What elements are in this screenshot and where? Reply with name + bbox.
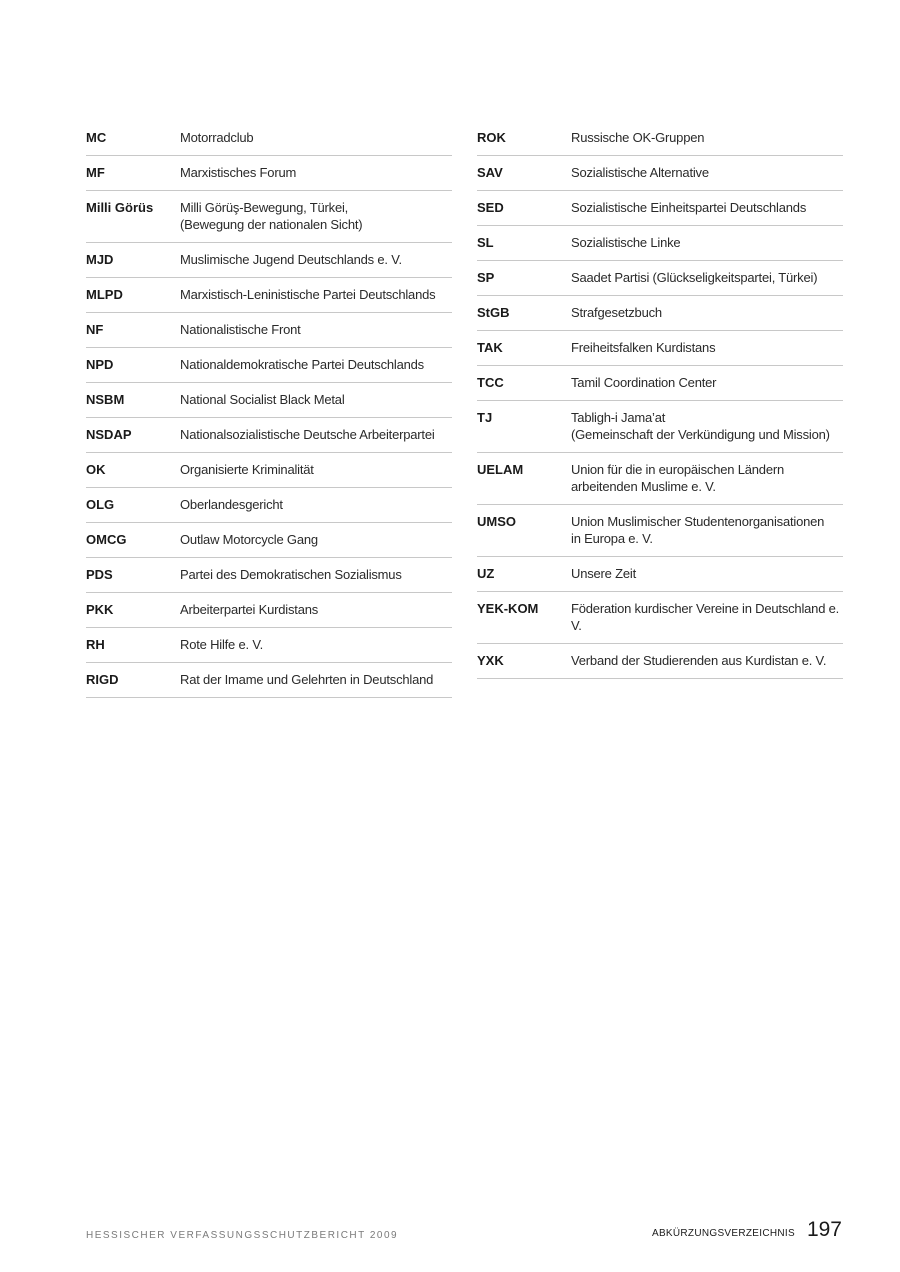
definition-line: Arbeiterpartei Kurdistans [180,602,319,617]
abbreviation-term: UZ [477,566,495,581]
abbreviation-entry [86,191,452,243]
abbreviation-term: TCC [477,375,504,390]
abbreviation-definition [180,601,452,618]
abbreviation-entry [477,557,843,592]
abbreviation-term: NSDAP [86,427,132,442]
definition-line: Organisierte Kriminalität [180,462,314,477]
abbreviation-definition [571,374,843,391]
abbreviation-entry [477,331,843,366]
abbreviation-definition [180,566,452,583]
abbreviation-term: SED [477,200,504,215]
abbreviation-definition [180,321,452,338]
abbreviation-entry [86,243,452,278]
abbreviation-entry [86,348,452,383]
abbreviation-entry [86,383,452,418]
abbreviation-definition [571,565,843,582]
abbreviation-definition [180,531,452,548]
definition-line: Sozialistische Einheitspartei Deutschlands [571,200,807,215]
abbreviation-entry [477,296,843,331]
definition-line: Union Muslimischer Studentenorganisationen [571,514,825,529]
abbreviation-entry [477,592,843,644]
abbreviation-definition [571,461,843,495]
definition-line: Union für die in europäischen Ländern [571,462,785,477]
definition-line: Freiheitsfalken Kurdistans [571,340,716,355]
definition-line: Russische OK-Gruppen [571,130,705,145]
abbreviation-term: UMSO [477,514,516,529]
definition-line: Sozialistische Alternative [571,165,709,180]
abbreviation-entry [86,313,452,348]
abbreviation-entry [477,261,843,296]
abbreviation-term: SP [477,270,495,285]
definition-line: Saadet Partisi (Glückseligkeitspartei, Türkei) [571,270,818,285]
abbreviation-entry [477,226,843,261]
abbreviation-definition [571,199,843,216]
abbreviation-entry [477,366,843,401]
abbreviation-entry [477,401,843,453]
definition-line: Motorradclub [180,130,254,145]
definition-line: in Europa e. V. [571,531,653,546]
abbreviation-term: RIGD [86,672,119,687]
abbreviation-entry [477,156,843,191]
definition-line: Sozialistische Linke [571,235,681,250]
definition-line: Partei des Demokratischen Sozialismus [180,567,402,582]
definition-line: Marxistisches Forum [180,165,297,180]
abbreviation-entry [86,628,452,663]
abbreviation-definition [571,234,843,251]
abbreviation-entry [86,488,452,523]
definition-line: Rat der Imame und Gelehrten in Deutschland [180,672,434,687]
abbreviation-definition [180,426,452,443]
abbreviation-entry [477,644,843,679]
abbreviation-term: TAK [477,340,503,355]
abbreviation-term: OK [86,462,106,477]
abbreviation-definition [180,251,452,268]
abbreviation-term: PDS [86,567,113,582]
abbreviation-definition [180,496,452,513]
abbreviation-definition [571,129,843,146]
abbreviation-term: UELAM [477,462,524,477]
definition-line: Outlaw Motorcycle Gang [180,532,318,547]
abbreviation-term: NPD [86,357,114,372]
abbreviation-definition [571,409,843,443]
abbreviation-term: OMCG [86,532,127,547]
abbreviation-term: NSBM [86,392,125,407]
abbreviation-definition [180,164,452,181]
abbreviation-definition [180,636,452,653]
abbreviation-definition [180,356,452,373]
definition-line: (Bewegung der nationalen Sicht) [180,217,363,232]
abbreviation-entry [477,121,843,156]
abbreviation-entry [86,558,452,593]
abbreviation-term: YXK [477,653,504,668]
abbreviation-term: MLPD [86,287,123,302]
abbreviation-term: PKK [86,602,114,617]
definition-line: Nationalistische Front [180,322,301,337]
definition-line: Tamil Coordination Center [571,375,717,390]
definition-line: (Gemeinschaft der Verkündigung und Mission) [571,427,830,442]
abbreviation-definition [180,671,452,688]
abbreviation-entry [86,156,452,191]
abbreviation-definition [571,600,843,634]
abbreviation-list-right [477,121,843,679]
definition-line: Unsere Zeit [571,566,636,581]
abbreviation-term: TJ [477,410,493,425]
abbreviation-term: SAV [477,165,503,180]
abbreviation-term: MF [86,165,105,180]
footer-section-title: ABKÜRZUNGSVERZEICHNIS [651,1228,795,1239]
abbreviation-entry [86,121,452,156]
definition-line: Verband der Studierenden aus Kurdistan e. V. [571,653,827,668]
abbreviation-term: NF [86,322,104,337]
abbreviation-definition [571,339,843,356]
abbreviation-term: SL [477,235,494,250]
definition-line: Tabligh-i Jama’at [571,410,666,425]
abbreviation-term: OLG [86,497,115,512]
abbreviation-definition [571,513,843,547]
abbreviation-definition [571,652,843,669]
definition-line: Milli Görüş-Bewegung, Türkei, [180,200,349,215]
definition-line: Oberlandesgericht [180,497,283,512]
abbreviation-entry [477,191,843,226]
abbreviation-term: Milli Görüs [86,200,154,215]
abbreviation-term: MJD [86,252,114,267]
abbreviation-definition [180,199,452,233]
footer-right [652,1218,842,1242]
abbreviation-term: YEK-KOM [477,601,539,616]
definition-line: Strafgesetzbuch [571,305,662,320]
abbreviation-entry [86,523,452,558]
abbreviation-definition [180,391,452,408]
abbreviation-entry [477,453,843,505]
abbreviation-term: StGB [477,305,510,320]
abbreviation-entry [477,505,843,557]
abbreviation-definition [180,461,452,478]
abbreviation-term: ROK [477,130,506,145]
abbreviation-definition [571,164,843,181]
definition-line: Nationalsozialistische Deutsche Arbeiterpartei [180,427,435,442]
abbreviation-list-left [86,121,452,698]
abbreviation-term: RH [86,637,105,652]
abbreviation-definition [180,129,452,146]
abbreviation-entry [86,663,452,698]
abbreviation-entry [86,278,452,313]
abbreviation-entry [86,593,452,628]
abbreviation-definition [571,304,843,321]
definition-line: National Socialist Black Metal [180,392,345,407]
definition-line: Föderation kurdischer Vereine in Deutschland e. V. [571,601,840,633]
abbreviation-entry [86,453,452,488]
abbreviation-definition [571,269,843,286]
definition-line: Muslimische Jugend Deutschlands e. V. [180,252,402,267]
page-number: 197 [806,1218,842,1241]
definition-line: Rote Hilfe e. V. [180,637,264,652]
abbreviation-term: MC [86,130,107,145]
definition-line: arbeitenden Muslime e. V. [571,479,716,494]
footer-publication-title: HESSISCHER VERFASSUNGSSCHUTZBERICHT 2009 [86,1230,399,1241]
abbreviation-definition [180,286,452,303]
abbreviation-entry [86,418,452,453]
definition-line: Marxistisch-Leninistische Partei Deutschlands [180,287,436,302]
definition-line: Nationaldemokratische Partei Deutschlands [180,357,424,372]
